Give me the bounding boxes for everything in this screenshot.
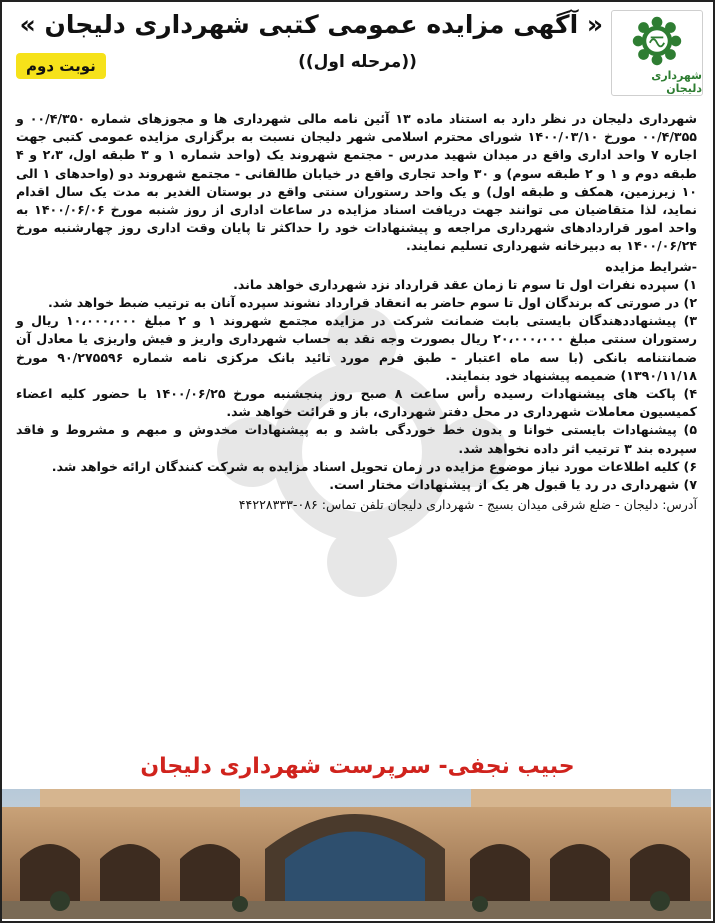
round-badge: نوبت دوم bbox=[16, 53, 106, 79]
municipality-emblem-icon bbox=[628, 15, 686, 67]
condition-item: ۲) در صورتی که برندگان اول تا سوم حاضر به انعقاد قرارداد نشوند سپرده آنان به ترتیب ضبط خواهد شد. bbox=[48, 295, 697, 311]
condition-item: ۳) پیشنهاددهندگان بایستی بابت ضمانت شرکت در مزایده مجتمع شهروند ۱ و ۲ مبلغ ۱۰،۰۰۰،۰۰۰ ریال و رستوران سنتی مبلغ ۲۰،۰۰۰،۰۰۰ ریال بصورت وجه نقد به حساب شهرداری واریز و فیش واریزی یا معادل آن ضمانتنامه بانکی (با سه ماه اعتبار - طبق فرم مورد تائید بانک مرکزی نامه شماره ۹۰/۲۷۵۵۹۶ مورخ ۱۳۹۰/۱۱/۱۸) ضمیمه پیشنهاد خود بنمایند. bbox=[16, 313, 698, 383]
municipality-logo bbox=[611, 10, 703, 96]
condition-item: ۷) شهرداری در رد یا قبول هر یک از پیشنهادات مختار است. bbox=[329, 477, 697, 493]
ad-body bbox=[16, 110, 697, 514]
conditions-title: -شرایط مزایده bbox=[605, 258, 697, 274]
condition-item: ۵) پیشنهادات بایستی خوانا و بدون خط خوردگی باشد و به پیشنهادات مخدوش و مبهم و مشروط و فاقد سپرده بند ۳ ترتیب اثر داده نخواهد شد. bbox=[16, 422, 697, 456]
logo-caption: شهرداری دلیجان bbox=[651, 69, 702, 95]
intro-paragraph: شهرداری دلیجان در نظر دارد به استناد ماده ۱۳ آئین نامه مالی شهرداری ها و مجوزهای شماره ۰۰/۴/۳۵۰ و ۰۰/۴/۳۵۵ مورخ ۱۴۰۰/۰۳/۱۰ شورای محترم اسلامی شهر دلیجان نسبت به برگزاری مزایده عمومی کتبی جهت اجاره ۷ واحد اداری واقع در میدان شهید مدرس - مجتمع شهروند یک (واحد شماره ۱ و ۳ طبقه اول، ۲،۳ و ۴ طبقه دوم و ۱ و ۲ طبقه سوم) و ۳۰ واحد تجاری واقع در خیابان طالقانی - مجتمع شهروند دو (واحدهای ۱ الی ۱۰ زیرزمین، همکف و طبقه اول) و یک واحد رستوران سنتی واقع در بوستان الغدیر به مدت یک سال اقدام نماید، لذا متقاضیان می توانند جهت دریافت اسناد مزایده در ساعات اداری از روز شنبه مورخ ۱۴۰۰/۰۶/۰۶ به واحد امور قراردادهای شهرداری مراجعه و پیشنهادات خود را حداکثر تا پایان وقت اداری روز چهارشنبه مورخ ۱۴۰۰/۰۶/۲۴ به دبیرخانه شهرداری تسلیم نمایند. bbox=[16, 111, 697, 254]
signature: حبیب نجفی- سرپرست شهرداری دلیجان bbox=[140, 754, 575, 779]
address-line: آدرس: دلیجان - ضلع شرقی میدان بسیج - شهرداری دلیجان تلفن تماس: ۰۸۶-۴۴۲۲۸۳۳۳ bbox=[238, 497, 697, 513]
page-title: « آگهی مزایده عمومی کتبی شهرداری دلیجان » bbox=[19, 10, 603, 39]
condition-item: ۴) پاکت های پیشنهادات رسیده رأس ساعت ۸ صبح روز پنجشنبه مورخ ۱۴۰۰/۰۶/۲۵ با حضور کلیه اعضاء کمیسیون معاملات شهرداری در محل دفتر شهرداری، باز و قرائت خواهد شد. bbox=[16, 386, 698, 420]
building-photo bbox=[0, 789, 711, 919]
header bbox=[2, 2, 713, 102]
page-subtitle: ((مرحله اول)) bbox=[298, 52, 417, 72]
condition-item: ۱) سپرده نفرات اول تا سوم تا زمان عقد قرارداد نزد شهرداری خواهد ماند. bbox=[233, 276, 697, 292]
condition-item: ۶) کلیه اطلاعات مورد نیاز موضوع مزایده در زمان تحویل اسناد مزایده به شرکت کنندگان ارائه خواهد شد. bbox=[51, 458, 697, 474]
